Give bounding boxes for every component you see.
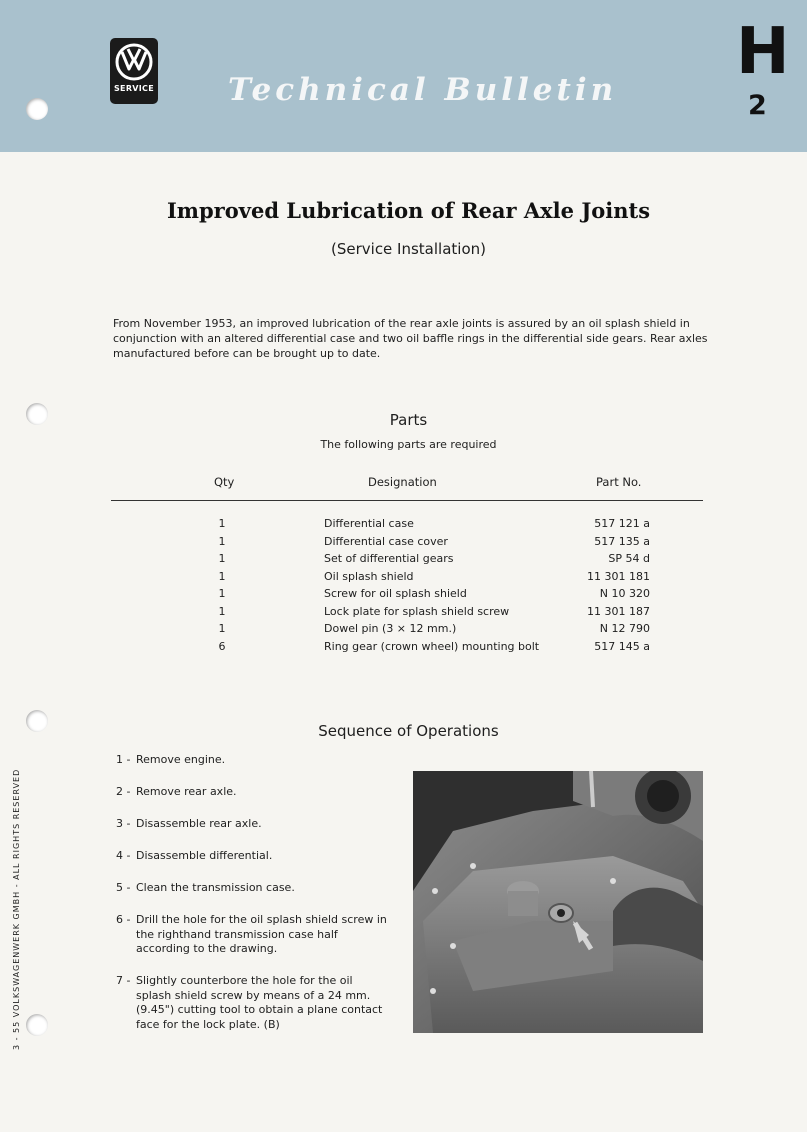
table-row xyxy=(0,622,807,640)
header-band xyxy=(0,0,807,152)
document-title: Improved Lubrication of Rear Axle Joints xyxy=(166,198,651,223)
part-no-cell: SP 54 d xyxy=(608,552,650,565)
table-divider xyxy=(111,500,703,501)
designation-cell: Ring gear (crown wheel) mounting bolt xyxy=(324,639,540,653)
qty-cell: 6 xyxy=(218,639,226,653)
table-row xyxy=(0,517,807,535)
step-text: Remove rear axle. xyxy=(136,785,237,798)
list-item xyxy=(116,817,396,832)
step-number: 7 - xyxy=(116,974,131,987)
designation-cell: Set of differential gears xyxy=(324,552,454,565)
table-row xyxy=(0,587,807,605)
parts-table xyxy=(0,517,807,657)
qty-cell: 1 xyxy=(218,569,226,583)
table-row xyxy=(0,640,807,658)
designation-cell: Differential case xyxy=(324,517,414,530)
step-text: Remove engine. xyxy=(136,753,226,766)
punch-hole xyxy=(26,98,48,120)
step-number: 2 - xyxy=(116,785,131,798)
designation-cell: Lock plate for splash shield screw xyxy=(324,604,510,618)
part-no-cell: N 12 790 xyxy=(599,622,650,635)
table-row xyxy=(0,535,807,553)
part-no-cell: 517 135 a xyxy=(594,534,650,548)
logo-service-label: SERVICE xyxy=(114,84,154,93)
table-row xyxy=(0,570,807,588)
bulletin-title: Technical Bulletin xyxy=(228,72,618,108)
step-number: 5 - xyxy=(116,881,131,894)
part-no-cell: 517 121 a xyxy=(594,517,650,530)
column-header-part-no: Part No. xyxy=(596,475,642,489)
designation-cell: Dowel pin (3 × 12 mm.) xyxy=(324,622,457,635)
list-item xyxy=(116,881,396,896)
step-text: Clean the transmission case. xyxy=(136,881,295,894)
step-number: 1 - xyxy=(116,753,131,766)
punch-hole xyxy=(26,1014,48,1036)
designation-cell: Oil splash shield xyxy=(324,569,414,583)
transmission-case-photo xyxy=(413,771,703,1033)
step-number: 3 - xyxy=(116,817,131,830)
step-text: Slightly counterbore the hole for the oil splash shield screw by means of a 24 mm. (9.45") cutting tool to obtain a plane contact face for the lock plate. (B) xyxy=(136,974,383,1031)
list-item xyxy=(116,913,396,957)
column-header-designation: Designation xyxy=(368,475,437,489)
section-letter: H xyxy=(736,15,790,89)
step-number: 6 - xyxy=(116,913,131,926)
qty-cell: 1 xyxy=(218,534,226,548)
vw-service-logo xyxy=(110,38,158,104)
designation-cell: Screw for oil splash shield xyxy=(324,587,467,600)
sequence-heading: Sequence of Operations xyxy=(318,722,499,740)
part-no-cell: N 10 320 xyxy=(599,587,650,600)
table-row xyxy=(0,605,807,623)
qty-cell: 1 xyxy=(218,604,226,618)
list-item xyxy=(116,785,396,800)
qty-cell: 1 xyxy=(218,552,226,565)
list-item xyxy=(116,974,396,1032)
designation-cell: Differential case cover xyxy=(324,534,448,548)
list-item xyxy=(116,849,396,864)
part-no-cell: 11 301 181 xyxy=(587,569,650,583)
operations-list xyxy=(116,753,396,1050)
column-header-qty: Qty xyxy=(214,475,235,489)
qty-cell: 1 xyxy=(218,587,226,600)
section-number: 2 xyxy=(748,90,767,121)
qty-cell: 1 xyxy=(218,517,226,530)
qty-cell: 1 xyxy=(218,622,226,635)
vw-emblem-icon xyxy=(114,42,154,82)
intro-paragraph: From November 1953, an improved lubrication of the rear axle joints is assured by an oil splash shield in conjunction with an altered differential case and two oil baffle rings in the differential side gears. Rear axles manufactured before can be brought up to date. xyxy=(113,317,708,360)
step-text: Drill the hole for the oil splash shield screw in the righthand transmission case half according to the drawing. xyxy=(136,913,387,955)
part-no-cell: 11 301 187 xyxy=(587,604,650,618)
parts-subheading: The following parts are required xyxy=(320,438,497,451)
document-subtitle: (Service Installation) xyxy=(331,240,486,258)
table-row xyxy=(0,552,807,570)
parts-heading: Parts xyxy=(389,411,428,429)
part-no-cell: 517 145 a xyxy=(594,639,650,653)
step-number: 4 - xyxy=(116,849,131,862)
copyright-side-note: 3 - 55 VOLKSWAGENWERK GMBH - ALL RIGHTS RESERVED xyxy=(12,768,21,1050)
step-text: Disassemble rear axle. xyxy=(136,817,262,830)
step-text: Disassemble differential. xyxy=(136,849,273,862)
list-item xyxy=(116,753,396,768)
